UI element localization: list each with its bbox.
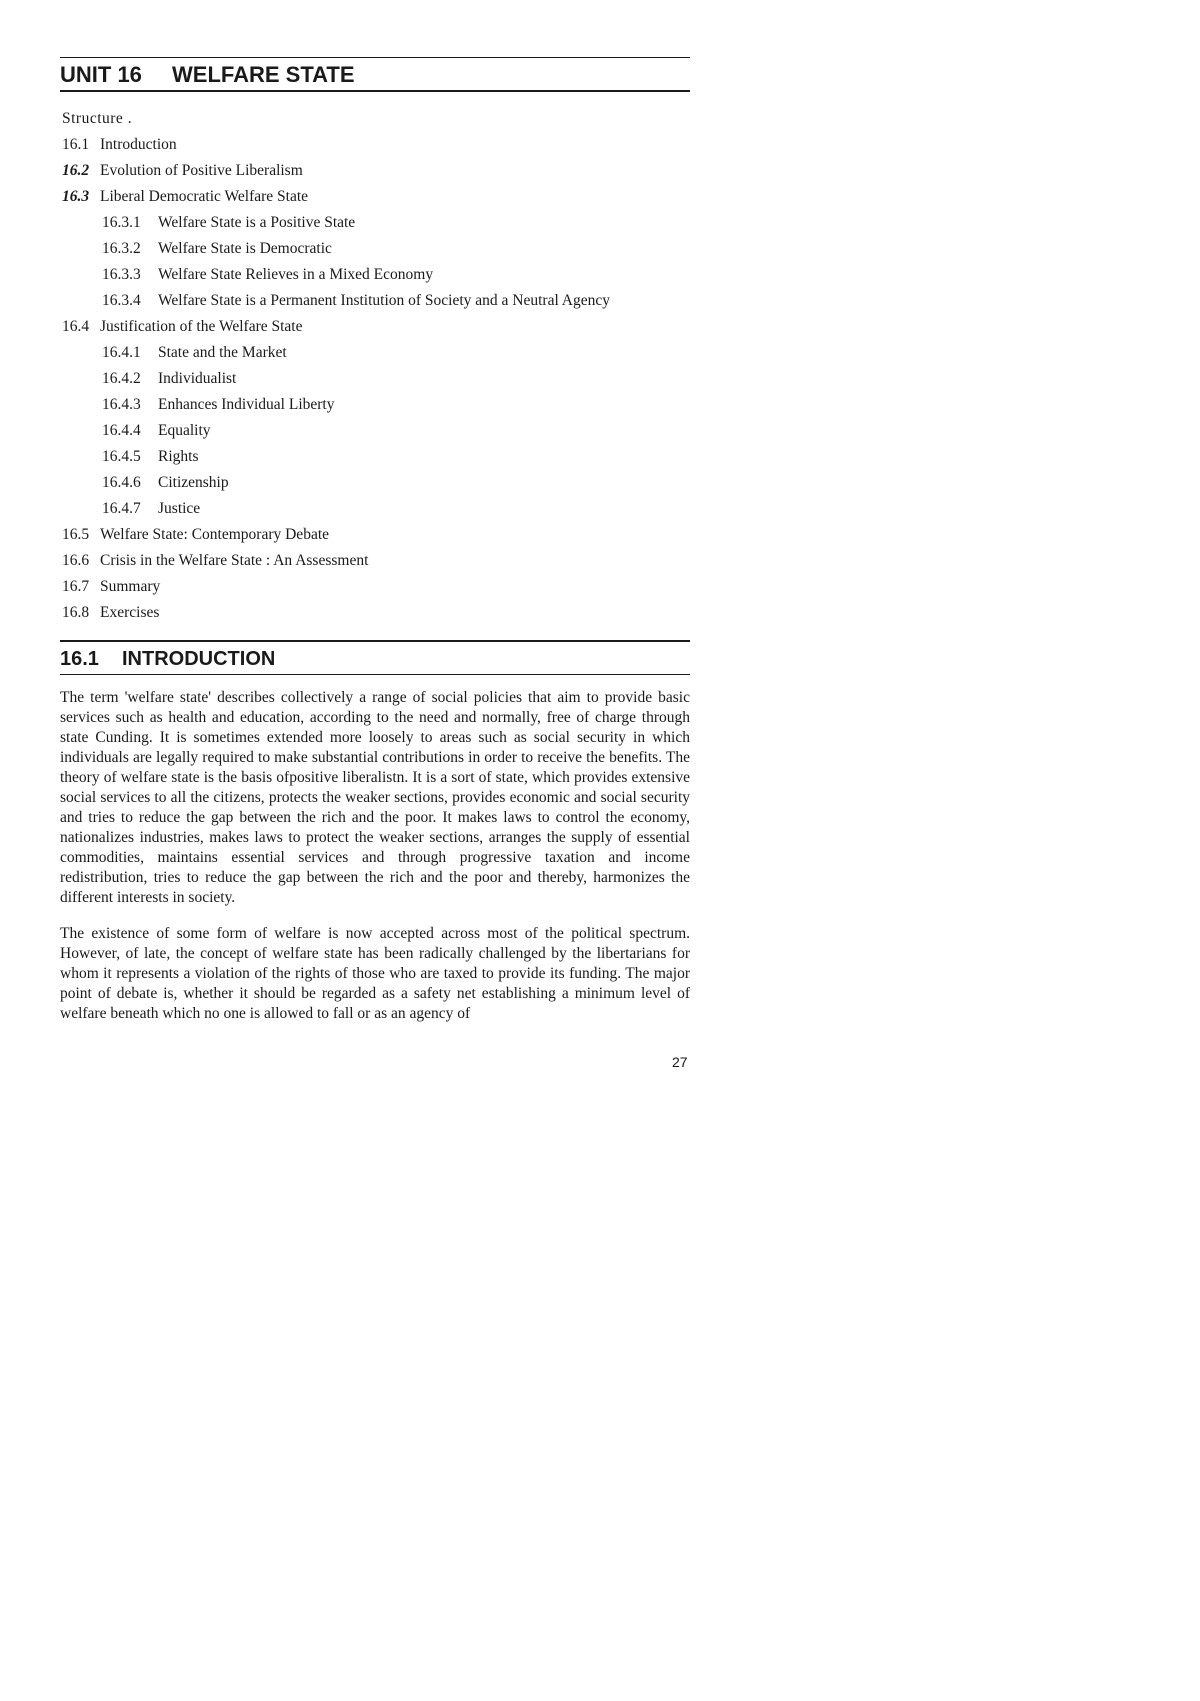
toc-item-title: Crisis in the Welfare State : An Assessment [100, 552, 369, 569]
toc-item-title: Exercises [100, 604, 160, 621]
toc-item [62, 366, 692, 392]
toc-item-number: 16.8 [62, 604, 90, 621]
toc-item [62, 574, 692, 600]
toc-item-number: 16.4.7 [102, 500, 141, 517]
toc-item-title: State and the Market [158, 344, 287, 361]
toc-item-number: 16.1 [62, 136, 90, 153]
paragraph: The term 'welfare state' describes collectively a range of social policies that aim to provide basic services such as health and education, according to the need and normally, free of charge through state Cunding. It is sometimes extended more loosely to areas such as social security in which individuals are legally required to make substantial contributions in order to receive the benefits. The theory of welfare state is the basis ofpositive liberalistn. It is a sort of state, which provides extensive social services to all the citizens, protects the weaker sections, provides economic and social security and tries to reduce the gap between the rich and the poor. It makes laws to control the economy, nationalizes industries, makes laws to protect the weaker sections, arranges the supply of essential commodities, maintains essential services and through progressive taxation and income redistribution, tries to reduce the gap between the rich and the poor and thereby, harmonizes the different interests in society. [60, 689, 690, 906]
body-text [60, 688, 690, 1040]
toc-item-title: Liberal Democratic Welfare State [100, 188, 309, 205]
toc-item [62, 288, 692, 314]
toc-item [62, 522, 692, 548]
unit-title [60, 58, 690, 90]
toc-item-title: Welfare State: Contemporary Debate [100, 526, 330, 543]
toc-item-number: 16.4.1 [102, 344, 141, 361]
toc-item [62, 470, 692, 496]
toc-item [62, 158, 692, 184]
toc-item [62, 548, 692, 574]
toc-item [62, 340, 692, 366]
toc-item-number: 16.5 [62, 526, 90, 543]
section-header [60, 640, 690, 675]
unit-bottom-rule [60, 90, 690, 92]
toc-item [62, 236, 692, 262]
toc-item-number: 16.4.5 [102, 448, 141, 465]
toc-item-number: 16.3.1 [102, 214, 141, 231]
section-title [60, 642, 690, 674]
toc-item [62, 314, 692, 340]
toc-item-title: Summary [100, 578, 161, 595]
toc-item [62, 210, 692, 236]
structure-label: Structure . [62, 110, 133, 127]
toc-item-title: Justice [158, 500, 201, 517]
toc-item-title: Enhances Individual Liberty [158, 396, 335, 413]
toc-item-number: 16.3.2 [102, 240, 141, 257]
toc-item-number: 16.4.2 [102, 370, 141, 387]
toc-item-title: Rights [158, 448, 199, 465]
toc-item-title: Welfare State is Democratic [158, 240, 332, 257]
unit-title-text: WELFARE STATE [172, 62, 355, 87]
unit-number: UNIT 16 [60, 62, 142, 87]
toc-item-number: 16.7 [62, 578, 90, 595]
toc-item-number: 16.2 [62, 162, 90, 179]
toc-item [62, 444, 692, 470]
toc-item [62, 184, 692, 210]
toc-item-title: Equality [158, 422, 211, 439]
toc-item [62, 600, 692, 626]
toc-item-title: Introduction [100, 136, 177, 153]
toc-item [62, 418, 692, 444]
unit-header [60, 57, 690, 92]
toc-item-title: Individualist [158, 370, 237, 387]
toc-item [62, 262, 692, 288]
toc-item-title: Evolution of Positive Liberalism [100, 162, 303, 179]
toc-item-number: 16.4.6 [102, 474, 141, 491]
toc-item-number: 16.3 [62, 188, 90, 205]
toc-item-number: 16.4.4 [102, 422, 141, 439]
toc-item-number: 16.3.3 [102, 266, 141, 283]
toc-item [62, 132, 692, 158]
toc-item-number: 16.4 [62, 318, 90, 335]
toc-item-number: 16.3.4 [102, 292, 141, 309]
section-number: 16.1 [60, 648, 99, 670]
section-title-text: INTRODUCTION [122, 648, 276, 670]
toc-item-title: Citizenship [158, 474, 229, 491]
page-number: 27 [672, 1054, 688, 1070]
toc-item [62, 496, 692, 522]
toc-item-title: Justification of the Welfare State [100, 318, 303, 335]
paragraph: The existence of some form of welfare is now accepted across most of the political spectrum. However, of late, the concept of welfare state has been radically challenged by the libertarians for whom it represents a violation of the rights of those who are taxed to provide its funding. The major point of debate is, whether it should be regarded as a safety net establishing a minimum level of welfare beneath which no one is allowed to fall or as an agency of [60, 925, 690, 1022]
toc-item-title: Welfare State is a Permanent Institution of Society and a Neutral Agency [158, 292, 610, 309]
section-bottom-rule [60, 674, 690, 675]
toc-item-number: 16.4.3 [102, 396, 141, 413]
toc-item-title: Welfare State Relieves in a Mixed Economy [158, 266, 434, 283]
toc-item-title: Welfare State is a Positive State [158, 214, 356, 231]
toc-item-number: 16.6 [62, 552, 90, 569]
toc-item [62, 392, 692, 418]
toc-list [62, 132, 692, 626]
structure-contents [62, 106, 692, 626]
